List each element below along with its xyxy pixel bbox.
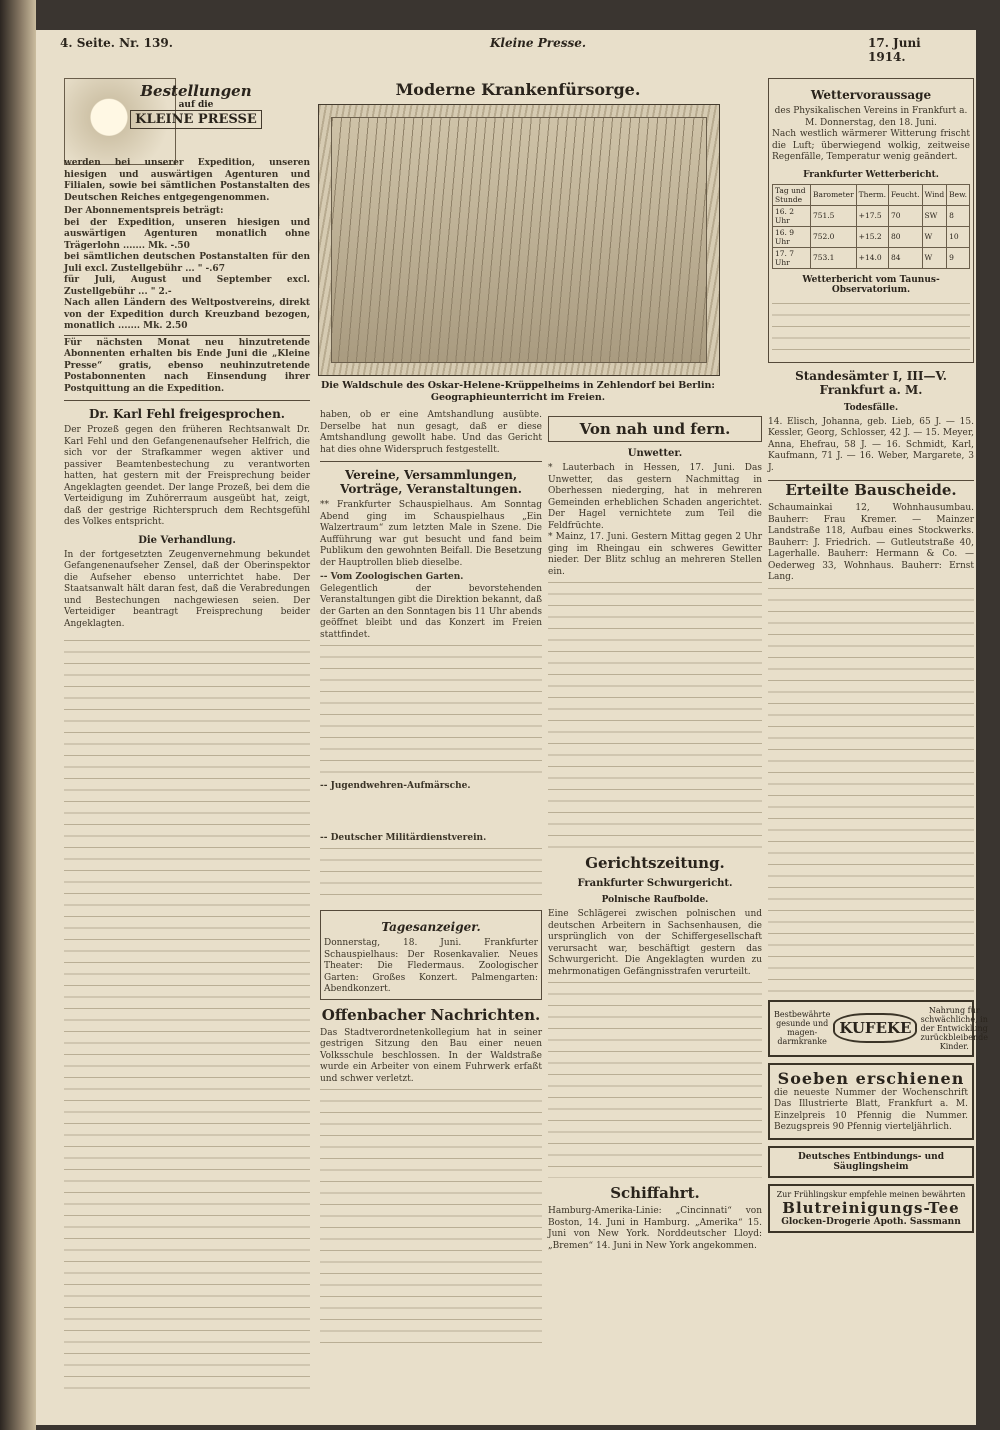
table-cell: +14.0 bbox=[856, 247, 888, 268]
blutreinigung-ad bbox=[768, 1184, 974, 1233]
unwetter-text-2: * Mainz, 17. Juni. Gestern Mittag gegen 2 Uhr ging im Rheingau ein schweres Gewitter nieder. Der Blitz schlug an mehreren Stellen ein. bbox=[548, 532, 762, 577]
bau-text: Schaumainkai 12, Wohnhausumbau. Bauherr: Frau Kremer. — Mainzer Landstraße 118, Aufbau eines Stockwerks. Bauherr: J. Friedrich. — Gutleutstraße 40, Lagerhalle. Bauherr: Hermann & Co. — Oederweg 33, Wohnhaus. Bauherr: Ernst Lang. bbox=[768, 503, 974, 582]
soeben-text: die neueste Nummer der Wochenschrift Das Illustrierte Blatt, Frankfurt a. M. Einzelpreis 10 Pfennig die Nummer. Bezugspreis 90 Pfennig vierteljährlich. bbox=[774, 1087, 968, 1132]
article-continuation-lines bbox=[64, 636, 310, 1396]
subscription-line-3: für Juli, August und September excl. Zustellgebühr ... " 2.- bbox=[64, 275, 310, 297]
table-cell: 16. 2 Uhr bbox=[773, 205, 811, 226]
gericht-sub2: Polnische Raufbolde. bbox=[601, 895, 709, 905]
filler-lines bbox=[548, 978, 762, 1178]
militaer-subheading: -- Deutscher Militärdienstverein. bbox=[320, 832, 487, 843]
nah-fern-heading: Von nah und fern. bbox=[548, 416, 762, 442]
zoo-text: Gelegentlich der bevorstehenden Veranstaltungen gibt die Direktion bekannt, daß der Garten an den Sonntagen bis 11 Uhr abends geöffnet bleibt und das Konzert im Freien stattfindet. bbox=[320, 583, 542, 640]
filler-lines bbox=[320, 844, 542, 904]
zoo-subheading: -- Vom Zoologischen Garten. bbox=[320, 572, 464, 582]
table-header: Barometer bbox=[810, 184, 856, 205]
gericht-heading: Gerichtszeitung. bbox=[585, 854, 725, 872]
subscription-line-2: bei sämtlichen deutschen Postanstalten für den Juli excl. Zustellgebühr ... " -.67 bbox=[64, 252, 310, 274]
paper-name: Kleine Presse. bbox=[490, 36, 587, 50]
col2-text-top: haben, ob er eine Amtshandlung ausübte. Derselbe hat nun gesagt, daß er diese Amtshandlung gewollt habe. Und das Gericht hat dies ohne Widerspruch festgestellt. bbox=[320, 410, 542, 455]
illustration-caption: Die Waldschule des Oskar-Helene-Krüppelheims in Zehlendorf bei Berlin: Geographieunterricht im Freien. bbox=[321, 380, 715, 403]
subscription-line-1: bei der Expedition, unseren hiesigen und auswärtigen Agenturen monatlich ohne Trägerlohn ....... Mk. -.50 bbox=[64, 217, 310, 251]
subscription-intro: werden bei unserer Expedition, unseren hiesigen und auswärtigen Agenturen und Filialen, sowie bei sämtlichen Postanstalten des Deutschen Reiches entgegengenommen. bbox=[64, 158, 310, 203]
weather-table bbox=[772, 184, 970, 269]
entbindungsheim-ad: Deutsches Entbindungs- und Säuglingsheim bbox=[768, 1146, 974, 1178]
table-cell: SW bbox=[922, 205, 947, 226]
taunus-title: Wetterbericht vom Taunus-Observatorium. bbox=[802, 274, 940, 295]
kufeke-right: Nahrung für schwächliche, in der Entwicklung zurückbleibende Kinder. bbox=[920, 1005, 988, 1051]
filler-lines bbox=[772, 299, 970, 359]
soeben-title: Soeben erschienen bbox=[777, 1068, 965, 1088]
logo-sub: auf die bbox=[178, 100, 214, 110]
wetter-title: Wettervoraussage bbox=[810, 88, 932, 102]
schiffahrt-text: Hamburg-Amerika-Linie: „Cincinnati“ von Boston, 14. Juni in Hamburg. „Amerika“ 15. Juni von New York. Norddeutscher Lloyd: „Bremen“ 14. Juni in New York angekommen. bbox=[548, 1206, 762, 1251]
subscription-line-4: Nach allen Ländern des Weltpostvereins, direkt von der Expedition durch Kreuzband bezogen, monatlich ....... Mk. 2.50 bbox=[64, 298, 310, 331]
table-cell: 751.5 bbox=[810, 205, 856, 226]
soeben-ad bbox=[768, 1063, 974, 1140]
table-cell: 8 bbox=[947, 205, 970, 226]
book-edge bbox=[0, 0, 36, 1430]
offenbach-heading: Offenbacher Nachrichten. bbox=[321, 1005, 541, 1024]
offenbach-text: Das Stadtverordnetenkollegium hat in seiner gestrigen Sitzung den Bau einer neuen Volksschule beschlossen. In der Waldstraße wurde ein Arbeiter von einem Fuhrwerk erfaßt und schwer verletzt. bbox=[320, 1027, 542, 1084]
filler-lines bbox=[320, 1085, 542, 1345]
table-cell: 17. 7 Uhr bbox=[773, 247, 811, 268]
forest-classroom-scene bbox=[331, 117, 707, 363]
gericht-text: Eine Schlägerei zwischen polnischen und deutschen Arbeitern in Sachsenhausen, die ursprünglich von der Schiffergesellschaft verursacht war, beschäftigt gestern das Schwurgericht. Die Angeklagten wurden zu mehrmonatigen Gefängnisstrafen verurteilt. bbox=[548, 909, 762, 977]
blut-title: Blutreinigungs-Tee bbox=[782, 1198, 960, 1217]
unwetter-text-1: * Lauterbach in Hessen, 17. Juni. Das Unwetter, das gestern Nachmittag in Oberhessen niederging, hat in mehreren Gemeinden erheblichen Schaden angerichtet. Der Hagel vernichtete zum Teil die Feldfrüchte. bbox=[548, 463, 762, 531]
column-2b bbox=[548, 410, 762, 1420]
article-text-fehl-1: Der Prozeß gegen den früheren Rechtsanwalt Dr. Karl Fehl und den Gefangenenaufseher Helfrich, die sich vor der Strafkammer wegen aktiver und passiver Beamtenbestechung zu verantworten hatten, hat gestern mit der Freisprechung beider Angeklagten geendet. Der lange Prozeß, bei dem die Verteidigung im Zuhörerraum ausgeübt hat, zeigt, daß der gestrige Richterspruch dem Rechtsgefühl des Volkes entspricht. bbox=[64, 425, 310, 527]
wetterbericht-title: Frankfurter Wetterbericht. bbox=[803, 169, 939, 180]
kufeke-ad bbox=[768, 1000, 988, 1057]
table-cell: +17.5 bbox=[856, 205, 888, 226]
logo-name: KLEINE PRESSE bbox=[130, 110, 262, 129]
vereine-heading: Vereine, Versammlungen, Vorträge, Veranstaltungen. bbox=[340, 468, 522, 496]
article-heading-fehl: Dr. Karl Fehl freigesprochen. bbox=[89, 407, 285, 421]
vereine-text-1: ** Frankfurter Schauspielhaus. Am Sonntag Abend ging im Schauspielhaus „Ein Walzertraum“ zum letzten Male in Szene. Die Aufführung war gut besucht und fand beim Publikum den gewohnten Beifall. Die Besetzung der Hauptrollen blieb dieselbe. bbox=[320, 500, 542, 568]
table-cell: +15.2 bbox=[856, 226, 888, 247]
table-header: Therm. bbox=[856, 184, 888, 205]
table-cell: 84 bbox=[889, 247, 923, 268]
bau-title: Erteilte Bauscheide. bbox=[768, 480, 974, 499]
divider bbox=[320, 461, 542, 462]
jugend-subheading: -- Jugendwehren-Aufmärsche. bbox=[320, 781, 471, 791]
table-row bbox=[773, 247, 970, 268]
table-cell: 80 bbox=[889, 226, 923, 247]
blut-pre: Zur Frühlingskur empfehle meinen bewährten bbox=[776, 1189, 966, 1199]
schiffahrt-heading: Schiffahrt. bbox=[610, 1184, 700, 1202]
table-cell: 70 bbox=[889, 205, 923, 226]
logo-title: Bestellungen bbox=[140, 82, 252, 100]
table-row bbox=[773, 205, 970, 226]
kufeke-brand: KUFEKE bbox=[833, 1013, 917, 1043]
newspaper-page bbox=[36, 30, 988, 1425]
divider bbox=[64, 400, 310, 401]
table-cell: 16. 9 Uhr bbox=[773, 226, 811, 247]
table-header: Tag und Stunde bbox=[773, 184, 811, 205]
kufeke-left: Bestbewährte gesunde und magen-darmkranke bbox=[774, 1010, 831, 1046]
article-subheading: Die Verhandlung. bbox=[138, 534, 236, 546]
table-header: Feucht. bbox=[889, 184, 923, 205]
table-cell: 753.1 bbox=[810, 247, 856, 268]
column-1 bbox=[64, 158, 310, 1418]
table-row bbox=[773, 226, 970, 247]
table-cell: 9 bbox=[947, 247, 970, 268]
column-3 bbox=[768, 78, 988, 1418]
table-header: Bew. bbox=[947, 184, 970, 205]
table-header: Wind bbox=[922, 184, 947, 205]
logo-text bbox=[106, 82, 286, 129]
issue-date: 17. Juni 1914. bbox=[868, 36, 921, 64]
standes-sub: Todesfälle. bbox=[843, 402, 899, 413]
illustration-title: Moderne Krankenfürsorge. bbox=[395, 80, 641, 99]
page-number: 4. Seite. Nr. 139. bbox=[60, 36, 173, 50]
illustration-image bbox=[318, 104, 720, 376]
wetter-box bbox=[768, 78, 974, 363]
filler-lines bbox=[320, 641, 542, 781]
tagesanzeiger-box bbox=[320, 910, 542, 1000]
table-cell: 10 bbox=[947, 226, 970, 247]
table-cell: W bbox=[922, 226, 947, 247]
standes-title: Standesämter I, III—V. Frankfurt a. M. bbox=[795, 368, 947, 397]
table-header-row bbox=[773, 184, 970, 205]
filler-lines bbox=[768, 584, 974, 994]
standes-text: 14. Elisch, Johanna, geb. Lieb, 65 J. — 15. Kessler, Georg, Schlosser, 42 J. — 15. Meyer, Anna, Ehefrau, 58 J. — 16. Schmidt, Karl, Kaufmann, 71 J. — 16. Weber, Margarete, 3 J. bbox=[768, 416, 974, 473]
filler-lines bbox=[548, 578, 762, 848]
table-cell: W bbox=[922, 247, 947, 268]
page-header bbox=[60, 36, 960, 64]
table-cell: 752.0 bbox=[810, 226, 856, 247]
subscription-price-head: Der Abonnementspreis beträgt: bbox=[64, 206, 224, 216]
tagesanzeiger-text: Donnerstag, 18. Juni. Frankfurter Schauspielhaus: Der Rosenkavalier. Neues Theater: Die Fledermaus. Zoologischer Garten: Großes Konzert. Palmengarten: Abendkonzert. bbox=[324, 938, 538, 994]
wetter-text: Nach westlich wärmerer Witterung frischt die Luft; überwiegend wolkig, zeitweise Regenfälle, Temperatur wenig geändert. bbox=[772, 129, 970, 162]
wetter-sub: des Physikalischen Vereins in Frankfurt a. M. Donnerstag, den 18. Juni. bbox=[774, 106, 968, 128]
tagesanzeiger-title: Tagesanzeiger. bbox=[381, 920, 481, 934]
article-text-fehl-2: In der fortgesetzten Zeugenvernehmung bekundet Gefangenenaufseher Zensel, daß der Oberinspektor die Aufseher ebenso unterrichtet habe. Der Staatsanwalt hält daran fest, daß die Verabredungen und Bestechungen nachgewiesen seien. Der Verteidiger beantragt Freisprechung beider Angeklagten. bbox=[64, 549, 310, 629]
subscription-footer: Für nächsten Monat neu hinzutretende Abonnenten erhalten bis Ende Juni die „Kleine Presse“ gratis, ebenso neuhinzutretende Postabonnenten nach Einsendung ihrer Postquittung an die Expedition. bbox=[64, 335, 310, 396]
column-2 bbox=[320, 410, 542, 1420]
gericht-sub: Frankfurter Schwurgericht. bbox=[577, 878, 733, 889]
unwetter-sub: Unwetter. bbox=[627, 448, 683, 459]
blut-shop: Glocken-Drogerie Apoth. Sassmann bbox=[781, 1216, 961, 1227]
